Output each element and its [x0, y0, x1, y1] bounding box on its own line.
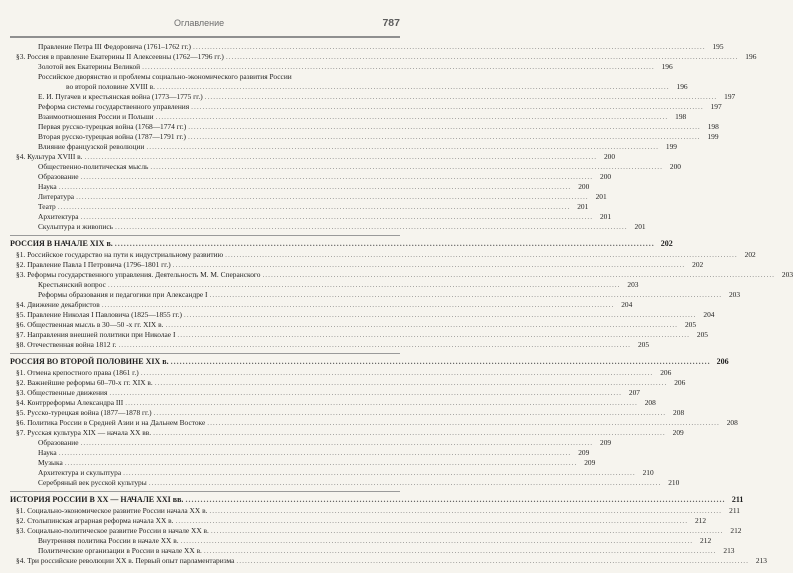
toc-entry[interactable] — [10, 92, 736, 102]
toc-entry-page: 196 — [676, 82, 688, 91]
toc-entry-page: 202 — [744, 250, 756, 259]
toc-entry[interactable] — [10, 340, 650, 350]
toc-entry[interactable] — [10, 152, 616, 162]
toc-entry[interactable] — [10, 468, 654, 478]
toc-entry[interactable] — [10, 448, 590, 458]
dot-leader — [165, 320, 678, 330]
toc-entry-page: 196 — [661, 62, 673, 71]
toc-entry-page: 208 — [644, 398, 656, 407]
toc-entry[interactable] — [10, 556, 767, 566]
toc-entry[interactable] — [10, 102, 722, 112]
chapter-page: 202 — [660, 239, 673, 248]
dot-leader — [188, 132, 701, 142]
dot-leader — [109, 388, 622, 398]
toc-entry-page: 198 — [675, 112, 687, 121]
toc-entry-title: §4. Три российские революции XX в. Первый опыт парламентаризма — [16, 556, 235, 565]
toc-entry[interactable] — [10, 478, 680, 488]
toc-entry-page: 205 — [637, 340, 650, 349]
dot-leader — [181, 536, 694, 546]
toc-entry-title: Образование — [38, 438, 79, 447]
toc-entry-title: §4. Культура XVIII в. — [16, 152, 83, 161]
toc-entry-page: 206 — [660, 368, 672, 377]
toc-entry[interactable] — [10, 112, 687, 122]
dot-leader — [58, 202, 571, 212]
toc-entry[interactable] — [10, 280, 639, 290]
toc-entry-title: Влияние французской революции — [38, 142, 145, 151]
page-header — [10, 10, 400, 38]
toc-entry-title: Музыка — [38, 458, 63, 467]
section-divider — [10, 353, 400, 354]
dot-leader — [209, 506, 722, 516]
dot-leader — [210, 290, 723, 300]
toc-entry-title: Правление Петра III Федоровича (1761–1762 гг.) — [38, 42, 191, 51]
toc-entry-title: Реформа системы государственного управления — [38, 102, 190, 111]
toc-entry-page: 195 — [712, 42, 724, 51]
toc-entry[interactable] — [10, 222, 646, 232]
toc-entry-page: 202 — [692, 260, 704, 269]
toc-entry-page: 200 — [600, 172, 612, 181]
toc-entry-title: Скульптура и живопись — [38, 222, 114, 231]
toc-entry-page: 213 — [755, 556, 767, 565]
dot-leader — [154, 408, 667, 418]
toc-entry-page: 207 — [628, 388, 640, 397]
toc-entry-title: Архитектура и скульптура — [38, 468, 122, 477]
dot-leader — [155, 378, 668, 388]
toc-entry[interactable] — [10, 270, 793, 280]
toc-entry[interactable] — [10, 52, 757, 62]
toc-entry-title: §8. Отечественная война 1812 г. — [16, 340, 117, 349]
toc-entry[interactable] — [10, 72, 400, 82]
dot-leader — [59, 182, 572, 192]
dot-leader — [204, 546, 717, 556]
toc-entry-title: §6. Политика России в Средней Азии и на Дальнем Востоке — [16, 418, 206, 427]
dot-leader — [171, 356, 711, 368]
toc-entry[interactable] — [10, 42, 724, 52]
toc-entry[interactable] — [10, 212, 612, 222]
chapter-heading[interactable] — [10, 356, 729, 368]
toc-entry-page: 210 — [668, 478, 680, 487]
toc-entry-page: 212 — [730, 526, 742, 535]
toc-entry-title: Взаимоотношения России и Польши — [38, 112, 154, 121]
toc-entry[interactable] — [10, 82, 688, 92]
toc-section-early-19th — [10, 250, 793, 350]
toc-entry-title: Общественно-политическая мысль — [38, 162, 149, 171]
toc-entry[interactable] — [10, 122, 719, 132]
toc-section-late-19th — [10, 368, 738, 488]
toc-entry[interactable] — [10, 368, 672, 378]
toc-entry-title: Золотой век Екатерины Великой — [38, 62, 141, 71]
toc-entry[interactable] — [10, 260, 704, 270]
dot-leader — [125, 398, 638, 408]
dot-leader — [81, 172, 594, 182]
toc-entry-title: §7. Русская культура XIX — начала XX вв. — [16, 428, 152, 437]
toc-entry[interactable] — [10, 330, 708, 340]
dot-leader — [102, 300, 615, 310]
toc-entry-page: 209 — [600, 438, 612, 447]
toc-entry[interactable] — [10, 290, 741, 300]
dot-leader — [150, 162, 663, 172]
dot-leader — [81, 438, 594, 448]
toc-entry-page: 201 — [599, 212, 612, 221]
toc-entry-title: Театр — [38, 202, 56, 211]
toc-entry-page: 209 — [584, 458, 596, 467]
dot-leader — [262, 270, 775, 280]
dot-leader — [157, 82, 670, 92]
toc-entry-title: Архитектура — [38, 212, 79, 221]
toc-entry[interactable] — [10, 438, 612, 448]
toc-entry-page: 212 — [700, 536, 712, 545]
dot-leader — [108, 280, 621, 290]
toc-entry-title: §3. Социально-политическое развитие России в начале XX в. — [16, 526, 209, 535]
dot-leader — [188, 122, 701, 132]
toc-entry[interactable] — [10, 516, 707, 526]
toc-entry-title: §1. Российское государство на пути к индустриальному развитию — [16, 250, 224, 259]
dot-leader — [185, 494, 725, 506]
dot-leader — [226, 52, 739, 62]
dot-leader — [236, 556, 749, 566]
dot-leader — [177, 330, 690, 340]
dot-leader — [153, 428, 666, 438]
dot-leader — [191, 102, 704, 112]
toc-entry[interactable] — [10, 250, 756, 260]
toc-entry-page: 201 — [595, 192, 607, 201]
toc-entry-page: 213 — [723, 546, 735, 555]
chapter-page: 211 — [731, 495, 744, 504]
toc-entry[interactable] — [10, 398, 656, 408]
toc-entry[interactable] — [10, 202, 589, 212]
toc-entry[interactable] — [10, 192, 607, 202]
toc-section-20th — [10, 506, 767, 566]
toc-entry-page: 212 — [694, 516, 707, 525]
toc-entry[interactable] — [10, 506, 740, 516]
toc-entry[interactable] — [10, 388, 640, 398]
toc-entry-title: §1. Социально-экономическое развитие России начала XX в. — [16, 506, 208, 515]
toc-entry-title: §5. Русско-турецкая война (1877—1878 гг.) — [16, 408, 152, 417]
toc-entry[interactable] — [10, 142, 677, 152]
toc-entry-title: Первая русско-турецкая война (1768—1774 гг.) — [38, 122, 187, 131]
toc-entry[interactable] — [10, 132, 719, 142]
toc-entry[interactable] — [10, 320, 697, 330]
toc-entry-title: во второй половине XVIII в. — [66, 82, 156, 91]
toc-entry[interactable] — [10, 182, 590, 192]
toc-entry[interactable] — [10, 428, 684, 438]
toc-entry-page: 208 — [673, 408, 685, 417]
toc-entry-page: 205 — [696, 330, 708, 339]
dot-leader — [81, 212, 594, 222]
toc-entry[interactable] — [10, 418, 738, 428]
dot-leader — [59, 448, 572, 458]
toc-entry-title: §2. Правление Павла I Петровича (1796–1801 гг.) — [16, 260, 171, 269]
toc-entry[interactable] — [10, 408, 685, 418]
toc-entry-page: 196 — [745, 52, 757, 61]
dot-leader — [207, 418, 720, 428]
dot-leader — [76, 192, 589, 202]
toc-entry-page: 206 — [674, 378, 686, 387]
toc-entry-page: 211 — [729, 506, 740, 515]
toc-entry-page: 197 — [710, 102, 722, 111]
toc-entry-page: 204 — [621, 300, 633, 309]
toc-section-18th-century — [10, 42, 757, 232]
dot-leader — [225, 250, 738, 260]
page-number: 787 — [382, 17, 400, 29]
toc-entry-title: §1. Отмена крепостного права (1861 г.) — [16, 368, 139, 377]
toc-entry-page: 198 — [707, 122, 719, 131]
dot-leader — [205, 92, 718, 102]
dot-leader — [184, 310, 697, 320]
toc-entry-title: Литература — [38, 192, 75, 201]
toc-entry-title: §2. Столыпинская аграрная реформа начала XX в. — [16, 516, 174, 525]
toc-entry[interactable] — [10, 546, 735, 556]
toc-entry[interactable] — [10, 536, 712, 546]
toc-entry-title: §3. Общественные движения — [16, 388, 108, 397]
toc-entry[interactable] — [10, 310, 715, 320]
toc-entry-page: 200 — [578, 182, 590, 191]
toc-entry-title: Российское дворянство и проблемы социально-экономического развития России — [38, 72, 292, 81]
toc-entry-page: 203 — [627, 280, 639, 289]
dot-leader — [149, 478, 662, 488]
dot-leader — [115, 238, 655, 250]
toc-entry-title: Наука — [38, 448, 57, 457]
toc-entry-title: §5. Правление Николая I Павловича (1825—1855 гг.) — [16, 310, 182, 319]
dot-leader — [115, 222, 628, 232]
dot-leader — [123, 468, 636, 478]
toc-entry-title: §7. Направления внешней политики при Николае I — [16, 330, 176, 339]
dot-leader — [156, 112, 669, 122]
dot-leader — [193, 42, 706, 52]
dot-leader — [141, 368, 654, 378]
chapter-heading[interactable] — [10, 494, 744, 506]
toc-entry-page: 203 — [728, 290, 741, 299]
toc-entry-page: 210 — [642, 468, 654, 477]
toc-entry-title: §3. Россия в правление Екатерины II Алексеевны (1762—1796 гг.) — [16, 52, 224, 61]
toc-entry-page: 201 — [577, 202, 589, 211]
toc-entry-title: Политические организации в России в начале XX в. — [38, 546, 202, 555]
toc-entry-page: 200 — [669, 162, 681, 171]
toc-entry-title: Вторая русско-турецкая война (1787—1791 гг.) — [38, 132, 186, 141]
dot-leader — [146, 142, 659, 152]
dot-leader — [211, 526, 724, 536]
toc-entry-title: §6. Общественная мысль в 30—50 -х гг. XIX в. — [16, 320, 164, 329]
toc-entry-page: 200 — [603, 152, 616, 161]
toc-entry-title: Крестьянский вопрос — [38, 280, 106, 289]
toc-entry-page: 199 — [707, 132, 719, 141]
chapter-title: РОССИЯ ВО ВТОРОЙ ПОЛОВИНЕ XIX в. — [10, 357, 169, 366]
toc-entry[interactable] — [10, 300, 633, 310]
chapter-title: РОССИЯ В НАЧАЛЕ XIX в. — [10, 239, 113, 248]
toc-entry-page: 209 — [672, 428, 684, 437]
toc-entry[interactable] — [10, 458, 596, 468]
toc-entry-title: §4. Контрреформы Александра III — [16, 398, 124, 407]
toc-entry[interactable] — [10, 62, 673, 72]
chapter-title: ИСТОРИЯ РОССИИ В XX — НАЧАЛЕ XXI вв. — [10, 495, 184, 504]
toc-entry-title: Образование — [38, 172, 79, 181]
toc-entry[interactable] — [10, 162, 681, 172]
chapter-heading[interactable] — [10, 238, 673, 250]
toc-entry-title: §2. Важнейшие реформы 60–70-х гг. XIX в. — [16, 378, 153, 387]
toc-entry-page: 208 — [726, 418, 738, 427]
toc-entry-title: Наука — [38, 182, 57, 191]
toc-entry-title: Серебряный век русской культуры — [38, 478, 147, 487]
section-divider — [10, 491, 400, 492]
running-title: Оглавление — [174, 18, 225, 28]
toc-entry-title: §3. Реформы государственного управления. Деятельность М. М. Сперанского — [16, 270, 261, 279]
section-divider — [10, 235, 400, 236]
toc-entry-title: Е. И. Пугачев и крестьянская война (1773—1775 гг.) — [38, 92, 203, 101]
toc-entry-page: 209 — [578, 448, 590, 457]
toc-entry-page: 205 — [684, 320, 697, 329]
dot-leader — [118, 340, 631, 350]
toc-entry[interactable] — [10, 172, 612, 182]
table-of-contents — [10, 42, 793, 566]
dot-leader — [175, 516, 688, 526]
dot-leader — [85, 152, 598, 162]
toc-entry-page: 197 — [724, 92, 736, 101]
toc-entry[interactable] — [10, 378, 686, 388]
dot-leader — [142, 62, 655, 72]
toc-entry-page: 204 — [703, 310, 715, 319]
toc-entry-page: 199 — [665, 142, 677, 151]
toc-entry-page: 201 — [634, 222, 646, 231]
dot-leader — [173, 260, 686, 270]
toc-entry-page: 203 — [781, 270, 793, 279]
toc-entry-title: Реформы образования и педагогики при Александре I — [38, 290, 208, 299]
toc-entry-title: §4. Движение декабристов — [16, 300, 100, 309]
dot-leader — [65, 458, 578, 468]
chapter-page: 206 — [716, 357, 729, 366]
toc-entry-title: Внутренняя политика России в начале XX в. — [38, 536, 179, 545]
toc-entry[interactable] — [10, 526, 742, 536]
